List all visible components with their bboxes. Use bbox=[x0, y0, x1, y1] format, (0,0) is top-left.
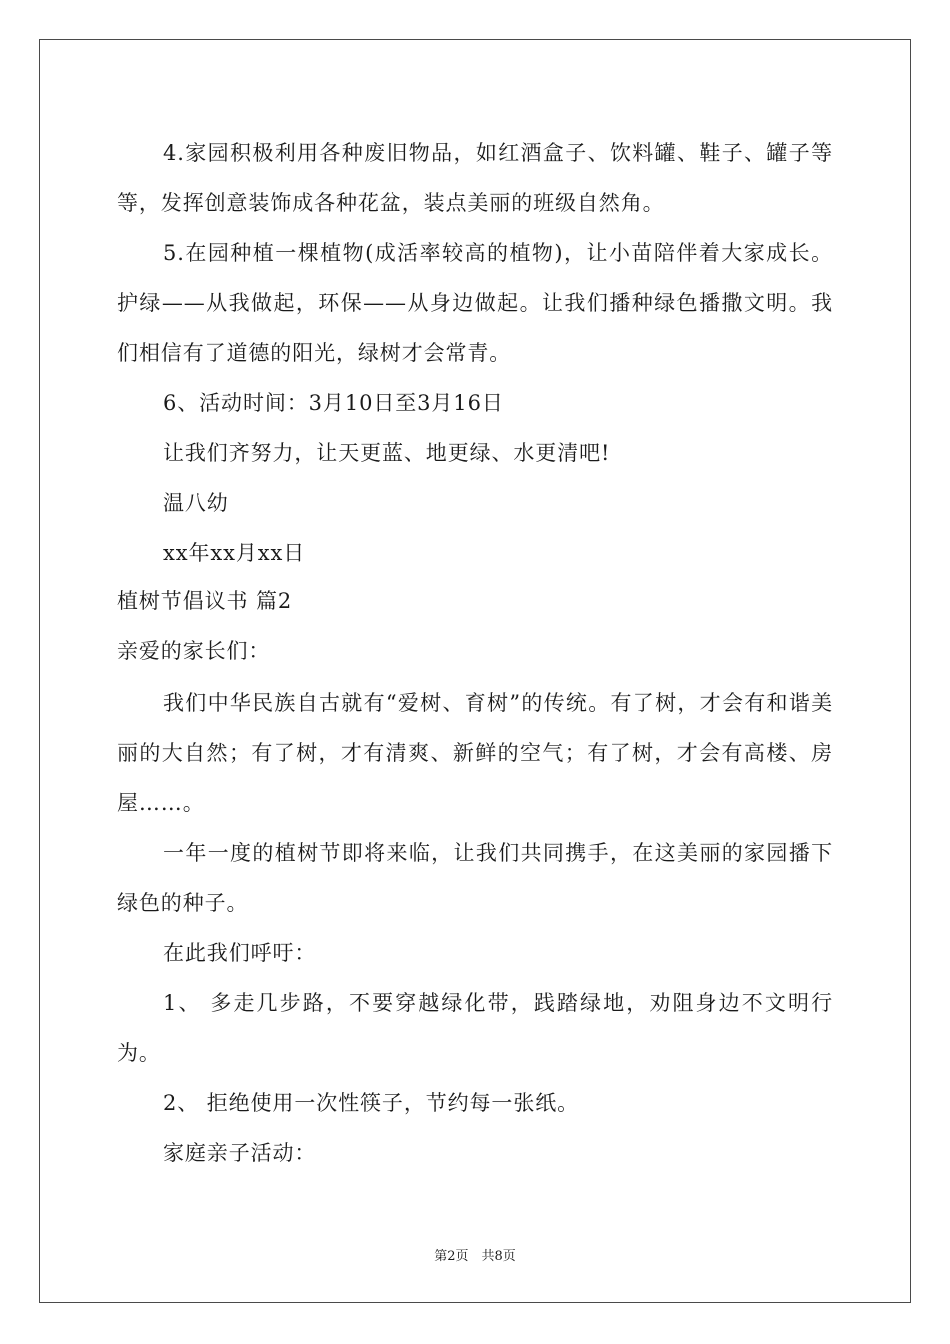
family-activity-heading: 家庭亲子活动： bbox=[163, 1141, 317, 1165]
body-paragraph-tradition: 我们中华民族自古就有“爱树、育树”的传统。有了树，才会有和谐美丽的大自然；有了树，才有清爽、新鲜的空气；有了树，才会有高楼、房屋……。 bbox=[117, 691, 833, 815]
body-paragraph-festival: 一年一度的植树节即将来临，让我们共同携手，在这美丽的家园播下绿色的种子。 bbox=[117, 841, 833, 915]
page-number-footer: 第2页 共8页 bbox=[434, 1249, 516, 1264]
paragraph-item-5: 5.在园种植一棵植物(成活率较高的植物)，让小苗陪伴着大家成长。 护绿——从我做起，环保——从身边做起。让我们播种绿色播撒文明。我们相信有了道德的阳光，绿树才会常青。 bbox=[117, 241, 833, 365]
body-paragraph-appeal: 在此我们呼吁： bbox=[163, 941, 317, 965]
document-body bbox=[117, 128, 833, 1178]
salutation: 亲爱的家长们： bbox=[117, 639, 271, 663]
appeal-item-2: 2、 拒绝使用一次性筷子，节约每一张纸。 bbox=[163, 1091, 580, 1115]
section-title: 植树节倡议书 篇2 bbox=[117, 589, 293, 613]
appeal-item-1: 1、 多走几步路，不要穿越绿化带，践踏绿地，劝阻身边不文明行为。 bbox=[117, 991, 833, 1065]
paragraph-closing-call: 让我们齐努力，让天更蓝、地更绿、水更清吧! bbox=[163, 441, 611, 465]
signature-date: xx年xx月xx日 bbox=[163, 541, 306, 565]
paragraph-item-4: 4.家园积极利用各种废旧物品，如红酒盒子、饮料罐、鞋子、罐子等等，发挥创意装饰成各种花盆，装点美丽的班级自然角。 bbox=[117, 141, 833, 215]
signature-org: 温八幼 bbox=[163, 491, 229, 515]
paragraph-activity-time: 6、活动时间：3月10日至3月16日 bbox=[163, 391, 504, 415]
